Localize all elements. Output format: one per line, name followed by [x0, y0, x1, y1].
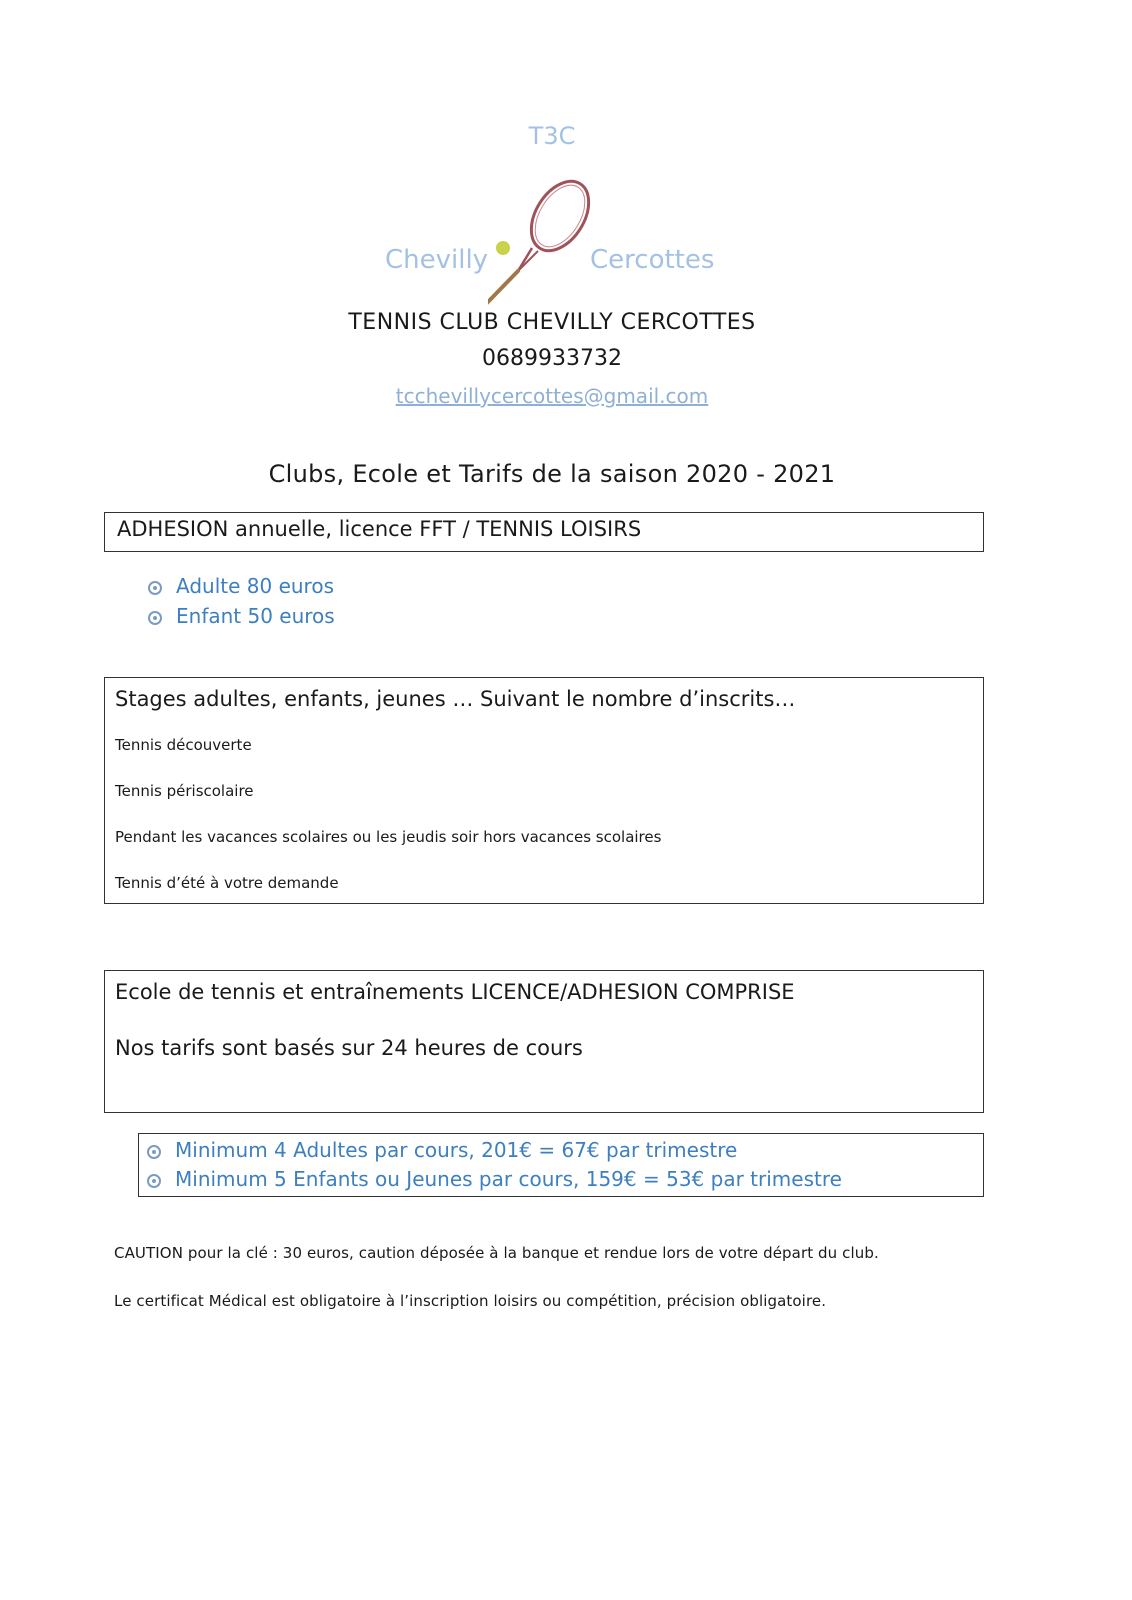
swirl-bullet-icon — [148, 581, 162, 595]
swirl-bullet-icon — [148, 611, 162, 625]
logo-top-text: T3C — [528, 122, 576, 150]
adhesion-title: ADHESION annuelle, licence FFT / TENNIS LOISIRS — [117, 517, 642, 541]
club-name: TENNIS CLUB CHEVILLY CERCOTTES — [348, 310, 756, 335]
list-item: Adulte 80 euros — [148, 571, 335, 601]
swirl-bullet-icon — [147, 1174, 161, 1188]
list-item: Pendant les vacances scolaires ou les jeudis soir hors vacances scolaires — [115, 828, 662, 846]
stages-box — [104, 677, 984, 904]
list-item: Tennis d’été à votre demande — [115, 874, 339, 892]
list-item: Minimum 4 Adultes par cours, 201€ = 67€ par trimestre — [147, 1136, 975, 1165]
list-item: Tennis découverte — [115, 736, 252, 754]
logo-left-text: Chevilly — [385, 245, 489, 275]
medical-note: Le certificat Médical est obligatoire à l’inscription loisirs ou compétition, précision obligatoire. — [114, 1292, 827, 1310]
list-item: Tennis périscolaire — [115, 782, 254, 800]
adhesion-box — [104, 512, 984, 552]
tennis-ball-icon — [496, 241, 510, 255]
swirl-bullet-icon — [147, 1145, 161, 1159]
tennis-racket-icon — [488, 176, 618, 311]
logo-right-text: Cercottes — [590, 245, 715, 275]
ecole-title: Ecole de tennis et entraînements LICENCE/ADHESION COMPRISE — [115, 980, 795, 1004]
club-logo — [0, 0, 1132, 310]
caution-note: CAUTION pour la clé : 30 euros, caution déposée à la banque et rendue lors de votre départ du club. — [114, 1244, 879, 1262]
adhesion-price-list — [148, 571, 335, 631]
list-item: Enfant 50 euros — [148, 601, 335, 631]
ecole-box — [104, 970, 984, 1113]
club-phone: 0689933732 — [482, 346, 622, 371]
tarifs-list — [147, 1136, 975, 1194]
list-item: Minimum 5 Enfants ou Jeunes par cours, 159€ = 53€ par trimestre — [147, 1165, 975, 1194]
stages-title: Stages adultes, enfants, jeunes … Suivant le nombre d’inscrits… — [115, 687, 796, 711]
ecole-subtitle: Nos tarifs sont basés sur 24 heures de cours — [115, 1036, 583, 1060]
tarifs-box — [138, 1133, 984, 1197]
club-email-link[interactable]: tcchevillycercottes@gmail.com — [395, 384, 709, 408]
season-title: Clubs, Ecole et Tarifs de la saison 2020 - 2021 — [268, 460, 836, 488]
